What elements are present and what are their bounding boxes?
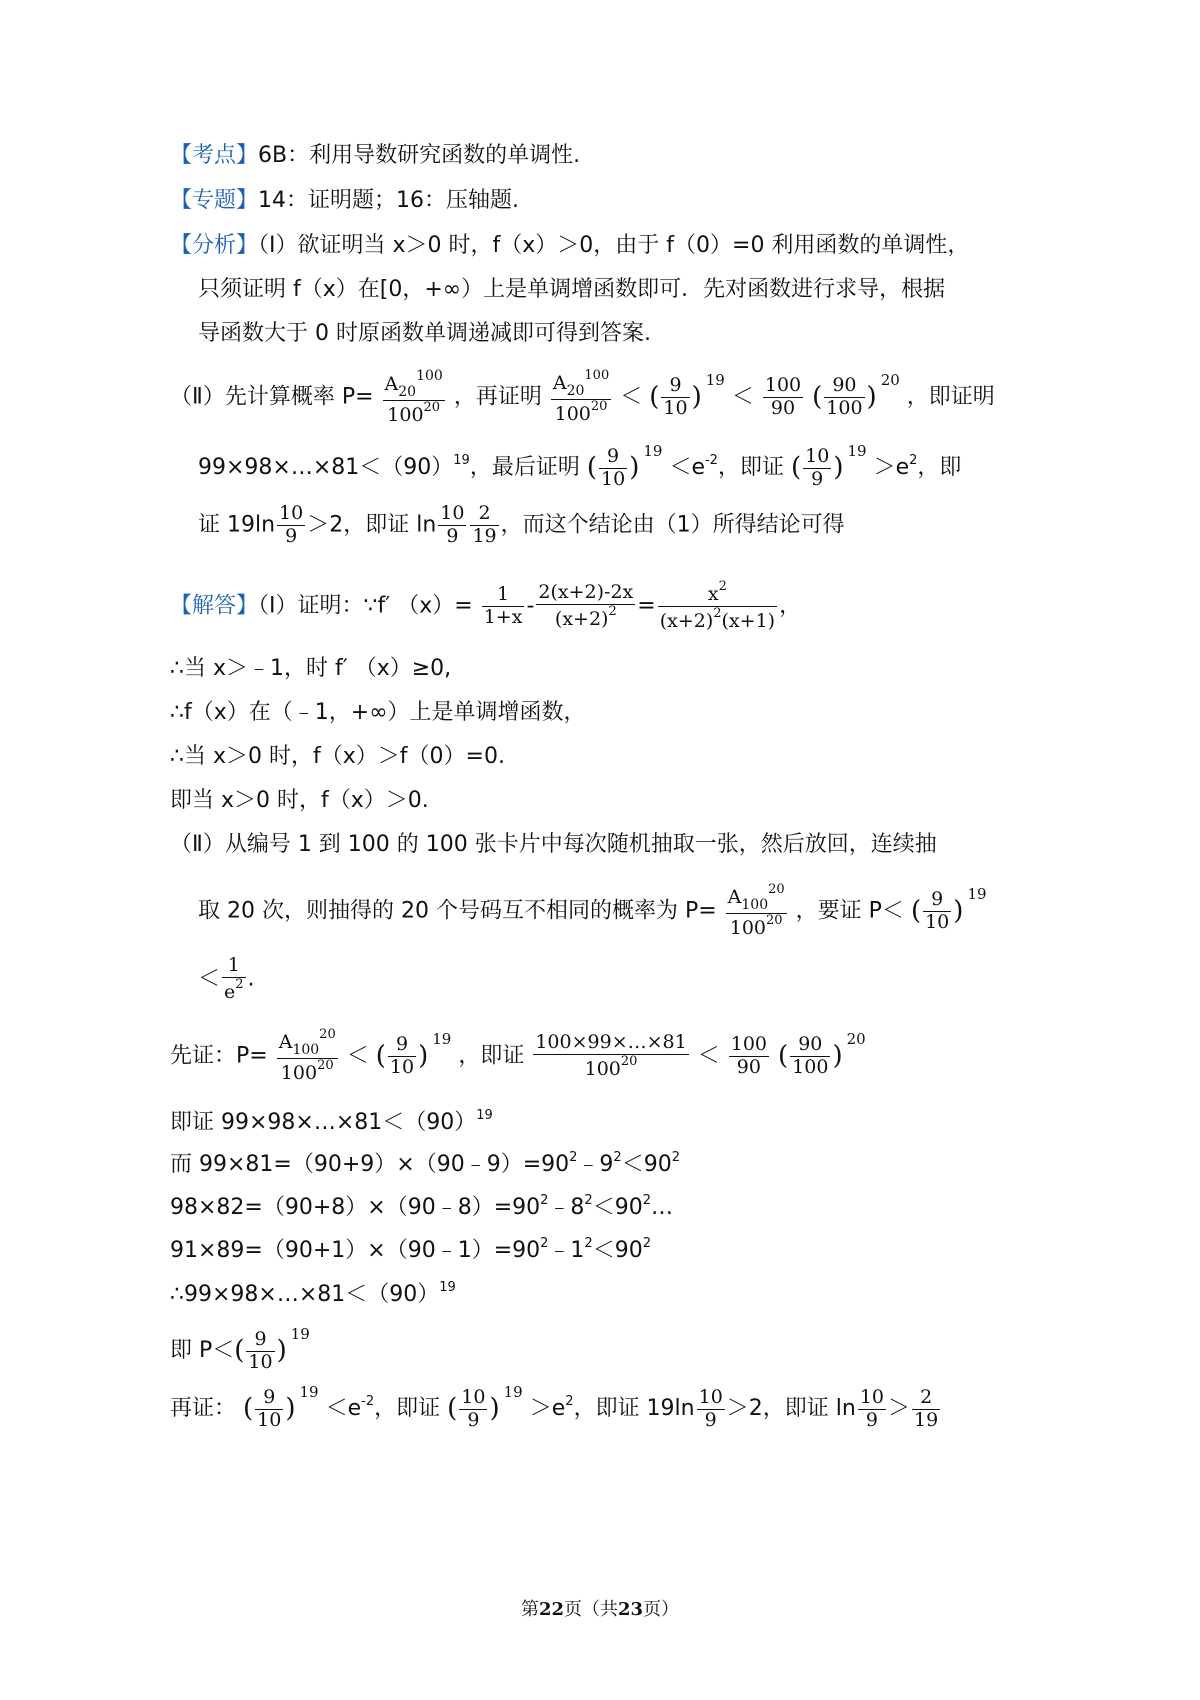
lt-sign: ＜ [198, 966, 221, 992]
paren-open: ( [778, 1040, 789, 1071]
A-subscript: 20 [566, 383, 585, 399]
A-superscript: 20 [319, 1027, 336, 1042]
fraction-10-9 [858, 1387, 886, 1432]
kaodian-tag: 【考点】 [170, 143, 259, 168]
paren-close: ) [285, 1393, 296, 1424]
analysis2-text: ＞e [873, 455, 910, 480]
exponent: 2 [642, 1236, 651, 1251]
solution-text: 取 20 次，则抽得的 20 个号码互不相同的概率为 P= [198, 898, 717, 924]
den-base: 100 [584, 1057, 621, 1080]
exponent: 2 [540, 1236, 549, 1251]
A-subscript: 100 [292, 1042, 320, 1058]
fraction-100-90 [729, 1034, 769, 1079]
solution-text: … [650, 1195, 673, 1220]
fenxi-line1 [170, 233, 969, 259]
fraction-A-20-100 [726, 883, 787, 940]
fraction-result [658, 580, 777, 633]
num: 2 [470, 503, 498, 526]
num: 10 [461, 1385, 486, 1408]
den: e [224, 980, 236, 1003]
den-base: 100 [729, 917, 767, 940]
fraction-10-9 [438, 503, 466, 548]
paren-close: ) [418, 1040, 429, 1071]
lt-sign: ＜ [731, 384, 754, 410]
solution-line10 [170, 1108, 493, 1136]
den: (x+2) [659, 609, 714, 632]
analysis2-text: ，最后证明 [469, 455, 580, 480]
paren-close: ) [953, 895, 964, 926]
exponent: 2 [608, 603, 617, 619]
exponent: 19 [847, 442, 867, 460]
solution-text: ， [779, 593, 802, 619]
A-symbol: A [727, 886, 742, 908]
fraction-2-19 [470, 503, 498, 548]
paren-open: ( [375, 1040, 386, 1071]
exponent: 2 [613, 1150, 622, 1165]
fraction-A-20-100 [277, 1028, 338, 1085]
den: 10 [601, 467, 626, 490]
kaodian-line [170, 143, 580, 169]
num: 9 [923, 889, 951, 912]
den: 10 [248, 1350, 273, 1373]
solution-line3: ∴f（x）在（﹣1，+∞）上是单调增函数， [170, 700, 586, 725]
solution-line7 [198, 883, 987, 940]
solution-text: 而 99×81=（90+9）×（90﹣9）=90 [170, 1152, 570, 1177]
gt-sign: ＞ [888, 1396, 911, 1421]
solution-text: 即 P＜ [170, 1338, 235, 1363]
jieda-tag: 【解答】 [170, 593, 259, 619]
num: 100 [730, 1033, 768, 1056]
solution-text: ﹣9 [577, 1152, 614, 1177]
analysis2-text: ＞2，即证 ln [307, 512, 437, 538]
den: 100 [792, 1055, 829, 1078]
analysis2-line2 [198, 442, 961, 490]
fraction-9-10 [599, 446, 627, 491]
zhuanti-text: 14：证明题；16：压轴题. [258, 188, 519, 213]
den: 90 [770, 396, 796, 419]
solution-line12 [170, 1193, 673, 1221]
den-exp: 20 [766, 913, 783, 929]
zhuanti-line [170, 188, 519, 214]
fraction-9-10 [923, 889, 951, 934]
paren-close: ) [691, 381, 702, 412]
den: 9 [865, 1408, 878, 1431]
den: 10 [663, 396, 688, 419]
A-symbol: A [384, 373, 399, 395]
den: 9 [285, 524, 298, 547]
solution-line5: 即当 x＞0 时，f（x）＞0. [170, 788, 429, 813]
solution-text: ＜90 [592, 1195, 643, 1220]
paren-open: ( [910, 895, 922, 926]
fenxi-text1: （Ⅰ）欲证明当 x＞0 时，f（x）＞0，由于 f（0）=0 利用函数的单调性， [258, 233, 970, 258]
num: 1 [482, 584, 525, 607]
num: 90 [790, 1034, 830, 1057]
num: 9 [599, 446, 627, 469]
den-base: 100 [280, 1062, 318, 1085]
solution-text: ﹣8 [548, 1195, 585, 1220]
den: 19 [472, 524, 497, 547]
solution-line14 [170, 1280, 456, 1308]
fraction-9-10 [255, 1387, 283, 1432]
solution-text: ，即证 [458, 1043, 525, 1069]
paren-open: ( [234, 1335, 245, 1366]
solution-text: ＜e [325, 1396, 362, 1421]
den: 10 [257, 1408, 282, 1431]
fraction-10-9 [697, 1387, 725, 1432]
fraction-A-100-20 [383, 368, 445, 427]
A-superscript: 100 [584, 368, 610, 383]
analysis2-text: ，即 [917, 455, 962, 480]
solution-text: ＞2，即证 ln [726, 1396, 856, 1421]
solution-text: 先证：P= [170, 1043, 268, 1069]
exponent: 2 [713, 605, 722, 621]
paren-close: ) [832, 1040, 843, 1071]
solution-line4: ∴当 x＞0 时，f（x）＞f（0）=0. [170, 744, 505, 769]
paren-open: ( [447, 1393, 458, 1424]
solution-line15 [170, 1325, 310, 1373]
num: 10 [279, 502, 304, 524]
analysis2-text-e: ，即证明 [906, 384, 995, 410]
lt-sign: ＜ [346, 1043, 369, 1069]
analysis2-text: ，即证 [717, 455, 784, 480]
exponent: 2 [642, 1193, 651, 1208]
analysis2-text: ＜e [669, 455, 705, 480]
den: 9 [704, 1408, 717, 1431]
exponent: 19 [643, 442, 663, 460]
exponent: 2 [909, 453, 918, 468]
exponent: 19 [299, 1383, 319, 1401]
solution-line8 [198, 955, 255, 1004]
A-superscript: 100 [416, 368, 443, 384]
den: 9 [467, 1408, 480, 1431]
fraction-10-9 [803, 446, 831, 491]
den-exp: 20 [423, 400, 441, 416]
num: 10 [698, 1385, 723, 1408]
paren-close: ) [629, 452, 640, 483]
minus-sign: - [526, 593, 535, 619]
solution-text: （Ⅰ）证明：∵f′ （x）= [258, 593, 473, 619]
solution-text: ＜90 [621, 1152, 672, 1177]
solution-text: ＞e [529, 1396, 566, 1421]
num: 90 [824, 375, 864, 398]
fenxi-line3: 导函数大于 0 时原函数单调递减即可得到答案. [198, 321, 651, 346]
exponent: 19 [705, 371, 725, 390]
num: 9 [388, 1034, 416, 1057]
solution-text: ，即证 19ln [573, 1396, 695, 1421]
analysis2-text: 证 19ln [198, 512, 276, 538]
exponent: 2 [671, 1150, 680, 1165]
paren-open: ( [243, 1393, 254, 1424]
den: 9 [446, 524, 459, 547]
page-footer [0, 1595, 1200, 1621]
num: x [707, 583, 719, 605]
zhuanti-tag: 【专题】 [170, 188, 259, 213]
exponent: 19 [967, 885, 987, 904]
total-pages: 23 [618, 1599, 644, 1620]
solution-text: 即证 99×98×…×81＜（90） [170, 1110, 477, 1135]
footer-text: 页（共 [564, 1599, 618, 1620]
exponent: 19 [503, 1383, 523, 1401]
exponent: 19 [453, 453, 470, 468]
exponent: 2 [540, 1193, 549, 1208]
analysis2-line3 [198, 503, 845, 548]
num: 9 [255, 1387, 283, 1410]
fraction-9-10 [388, 1034, 416, 1079]
paren-close: ) [833, 452, 844, 483]
fraction-A-100-20-b [551, 369, 611, 426]
num: 100×99×…×81 [535, 1031, 687, 1054]
den: (x+1) [721, 609, 776, 632]
den-base: 100 [387, 404, 424, 427]
analysis2-text-a: （Ⅱ）先计算概率 P= [170, 384, 374, 410]
num: 2(x+2)-2x [538, 581, 634, 603]
paren-open: ( [812, 381, 823, 412]
fraction-derivative [536, 582, 635, 631]
solution-line1 [170, 580, 801, 633]
A-symbol: A [278, 1031, 293, 1053]
solution-line16 [170, 1383, 942, 1431]
num: 100 [764, 374, 802, 397]
exponent: 2 [584, 1193, 593, 1208]
solution-text: ﹣1 [548, 1238, 585, 1263]
num: 10 [805, 444, 830, 467]
A-subscript: 100 [741, 897, 769, 913]
solution-text: 91×89=（90+1）×（90﹣1）=90 [170, 1238, 541, 1263]
analysis2-text: 99×98×…×81＜（90） [198, 455, 454, 480]
paren-open: ( [790, 452, 802, 483]
solution-line11 [170, 1150, 680, 1178]
page-number: 22 [538, 1599, 564, 1620]
A-superscript: 20 [768, 882, 785, 897]
solution-line9 [170, 1028, 866, 1085]
exponent: 20 [846, 1030, 866, 1049]
fraction-1-e2 [222, 955, 246, 1004]
analysis2-text-b: ，再证明 [453, 384, 542, 410]
fraction-10-9 [277, 503, 305, 548]
num: 2 [912, 1387, 940, 1410]
den-exp: 20 [317, 1058, 334, 1074]
fraction-10-9 [459, 1387, 487, 1432]
fraction-100-90 [763, 375, 803, 420]
fraction-9-10 [246, 1329, 274, 1374]
den: 1+x [483, 605, 523, 628]
num: 9 [246, 1329, 274, 1352]
den-exp: 20 [590, 399, 608, 415]
den: 10 [389, 1055, 415, 1078]
exponent: 19 [439, 1280, 456, 1295]
footer-text: 第 [520, 1599, 539, 1620]
solution-text: ∴99×98×…×81＜（90） [170, 1282, 440, 1307]
den: 10 [925, 910, 950, 933]
fraction-90-100 [790, 1034, 830, 1079]
A-symbol: A [552, 372, 567, 394]
footer-text: 页） [643, 1599, 680, 1620]
lt-sign: ＜ [620, 384, 643, 410]
fraction-90-100 [824, 375, 864, 420]
exponent: 2 [235, 976, 244, 992]
exponent: 2 [565, 1394, 574, 1409]
exponent: 19 [432, 1030, 452, 1049]
den: 100 [826, 396, 863, 419]
num: 1 [222, 955, 246, 978]
paren-close: ) [866, 381, 877, 412]
num: 9 [661, 375, 689, 398]
exponent: 2 [718, 579, 727, 594]
num: 10 [440, 502, 465, 524]
period: . [247, 966, 255, 992]
fenxi-line2: 只须证明 f（x）在[0，+∞）上是单调增函数即可．先对函数进行求导，根据 [198, 277, 946, 302]
fraction-9-10 [661, 375, 689, 420]
fraction-product [533, 1032, 688, 1081]
solution-line2: ∴当 x＞﹣1，时 f′ （x）≥0, [170, 656, 452, 681]
A-subscript: 20 [398, 384, 417, 400]
fraction-1-1x [482, 584, 525, 629]
analysis2-line1 [170, 368, 995, 427]
exponent: 2 [569, 1150, 578, 1165]
solution-line13 [170, 1236, 651, 1264]
solution-text: ＜90 [592, 1238, 643, 1263]
analysis2-text: ，而这个结论由（1）所得结论可得 [500, 512, 845, 538]
lt-sign: ＜ [697, 1043, 720, 1069]
exponent: -2 [361, 1394, 375, 1409]
den-base: 100 [554, 403, 591, 426]
solution-text: 再证： [170, 1396, 237, 1421]
solution-text: ，即证 [374, 1396, 441, 1421]
solution-text: 98×82=（90+8）×（90﹣8）=90 [170, 1195, 541, 1220]
fenxi-tag: 【分析】 [170, 233, 259, 258]
num: 10 [859, 1385, 885, 1408]
exponent: 19 [476, 1108, 493, 1123]
paren-open: ( [649, 381, 660, 412]
solution-text: ，要证 P＜ [795, 898, 904, 924]
den: 19 [914, 1408, 939, 1431]
den-exp: 20 [620, 1053, 638, 1069]
fraction-2-19 [912, 1387, 940, 1432]
den: 9 [811, 467, 824, 490]
paren-open: ( [586, 452, 597, 483]
paren-close: ) [276, 1335, 287, 1366]
exponent: 20 [880, 371, 900, 390]
den: (x+2) [554, 607, 609, 630]
solution-line6: （Ⅱ）从编号 1 到 100 的 100 张卡片中每次随机抽取一张，然后放回，连续抽 [170, 832, 937, 857]
kaodian-text: 6B：利用导数研究函数的单调性. [258, 143, 581, 168]
eq-sign: = [637, 593, 656, 619]
exponent: 2 [584, 1236, 593, 1251]
exponent: 19 [290, 1325, 310, 1343]
den: 90 [736, 1055, 761, 1078]
exponent: -2 [704, 453, 718, 468]
paren-close: ) [489, 1393, 500, 1424]
